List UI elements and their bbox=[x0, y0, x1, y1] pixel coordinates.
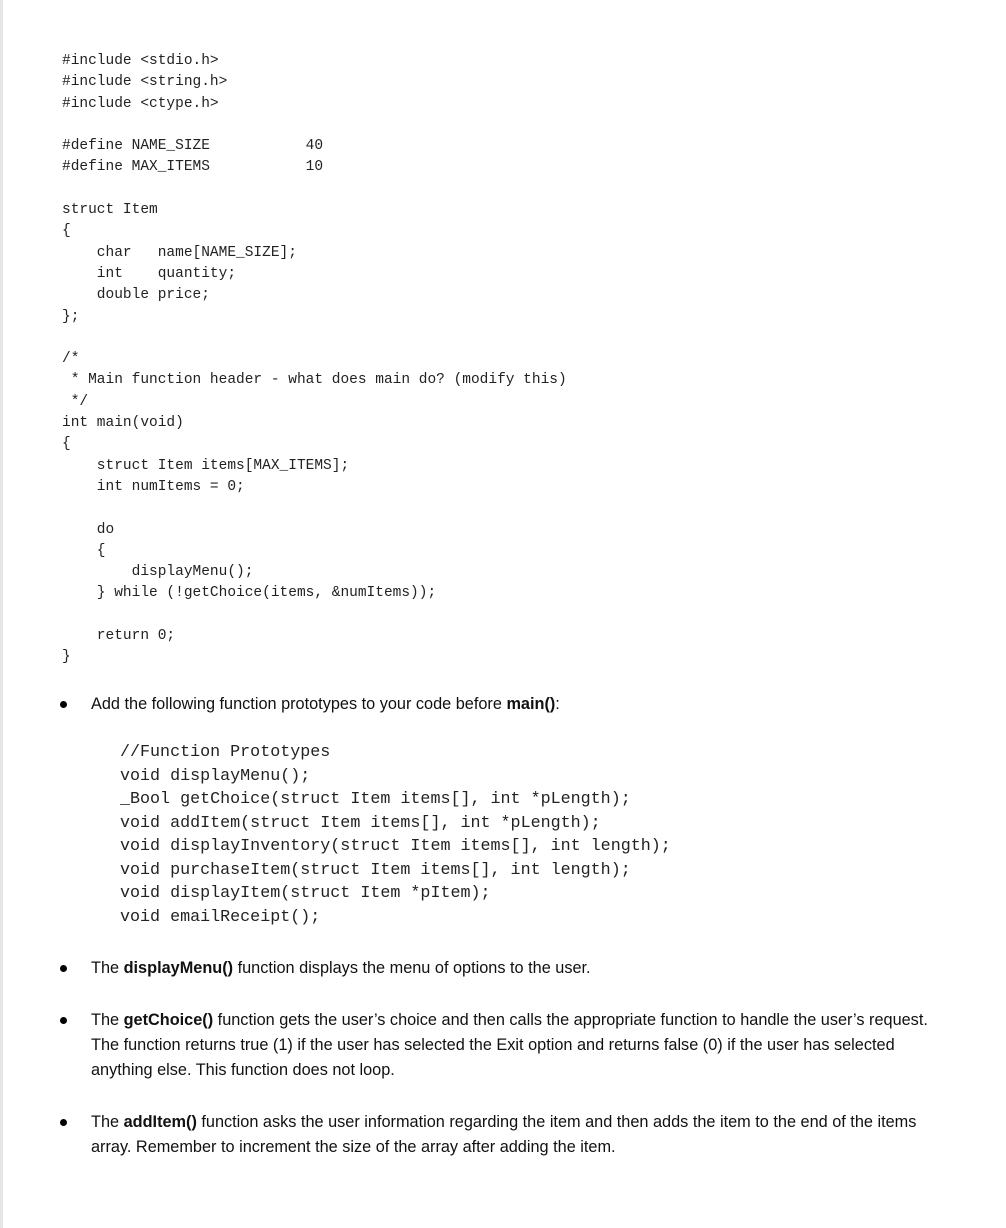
prototype-line: _Bool getChoice(struct Item items[], int *pLength); bbox=[120, 790, 631, 809]
code-line bbox=[62, 115, 567, 136]
prototype-line: //Function Prototypes bbox=[120, 743, 331, 762]
code-line: { bbox=[62, 223, 71, 240]
code-line: struct Item items[MAX_ITEMS]; bbox=[62, 457, 350, 474]
code-line bbox=[62, 328, 567, 349]
bullet-text: The addItem() function asks the user information regarding the item and then adds the item to the end of the items array. Remember to increment the size of the array after adding the item. bbox=[91, 1113, 917, 1156]
code-block bbox=[62, 51, 567, 669]
code-line: */ bbox=[62, 393, 89, 410]
bullet-dot bbox=[60, 1119, 67, 1126]
code-line bbox=[62, 498, 567, 519]
code-line: }; bbox=[62, 308, 80, 325]
prototype-line: void displayMenu(); bbox=[120, 766, 311, 786]
code-line: #define NAME_SIZE 40 bbox=[62, 138, 324, 155]
code-line: int main(void) bbox=[62, 415, 184, 432]
code-line: #define MAX_ITEMS 10 bbox=[62, 159, 324, 176]
prototype-line: void displayInventory(struct Item items[], int length); bbox=[120, 837, 671, 856]
code-line: double price; bbox=[62, 287, 210, 304]
code-line: { bbox=[62, 542, 106, 559]
code-line: #include <ctype.h> bbox=[62, 95, 219, 112]
code-line bbox=[62, 179, 567, 200]
code-line: } while (!getChoice(items, &numItems)); bbox=[62, 585, 437, 602]
code-line: char name[NAME_SIZE]; bbox=[62, 244, 297, 261]
bullet-dot bbox=[60, 1017, 67, 1024]
code-line: int quantity; bbox=[62, 265, 237, 282]
code-line bbox=[62, 605, 567, 626]
bullet-text: The displayMenu() function displays the menu of options to the user. bbox=[91, 959, 591, 977]
bullet-text: Add the following function prototypes to your code before main(): bbox=[91, 695, 560, 713]
code-line: struct Item bbox=[62, 202, 158, 219]
code-line: } bbox=[62, 649, 71, 666]
bullet-dot bbox=[60, 965, 67, 972]
code-line: * Main function header - what does main do? (modify this) bbox=[62, 372, 567, 389]
code-line: displayMenu(); bbox=[62, 564, 254, 581]
page-edge bbox=[0, 0, 3, 1228]
prototype-line: void displayItem(struct Item *pItem); bbox=[120, 884, 491, 903]
code-line: { bbox=[62, 436, 71, 453]
code-line: /* bbox=[62, 351, 80, 368]
code-line: return 0; bbox=[62, 628, 176, 645]
code-line: #include <string.h> bbox=[62, 74, 228, 91]
code-line: int numItems = 0; bbox=[62, 478, 245, 495]
bullet-text: The getChoice() function gets the user’s choice and then calls the appropriate function to handle the user’s request. The function returns true (1) if the user has selected the Exit option and returns false (0) if the user has selected anything else. This function does not loop. bbox=[91, 1011, 928, 1079]
code-line: do bbox=[62, 521, 115, 538]
prototype-line: void addItem(struct Item items[], int *pLength); bbox=[120, 813, 601, 833]
prototype-line: void emailReceipt(); bbox=[120, 907, 321, 927]
code-line: #include <stdio.h> bbox=[62, 53, 219, 69]
prototype-line: void purchaseItem(struct Item items[], int length); bbox=[120, 860, 631, 880]
bullet-dot bbox=[60, 701, 67, 708]
prototypes-code-block bbox=[120, 741, 671, 929]
